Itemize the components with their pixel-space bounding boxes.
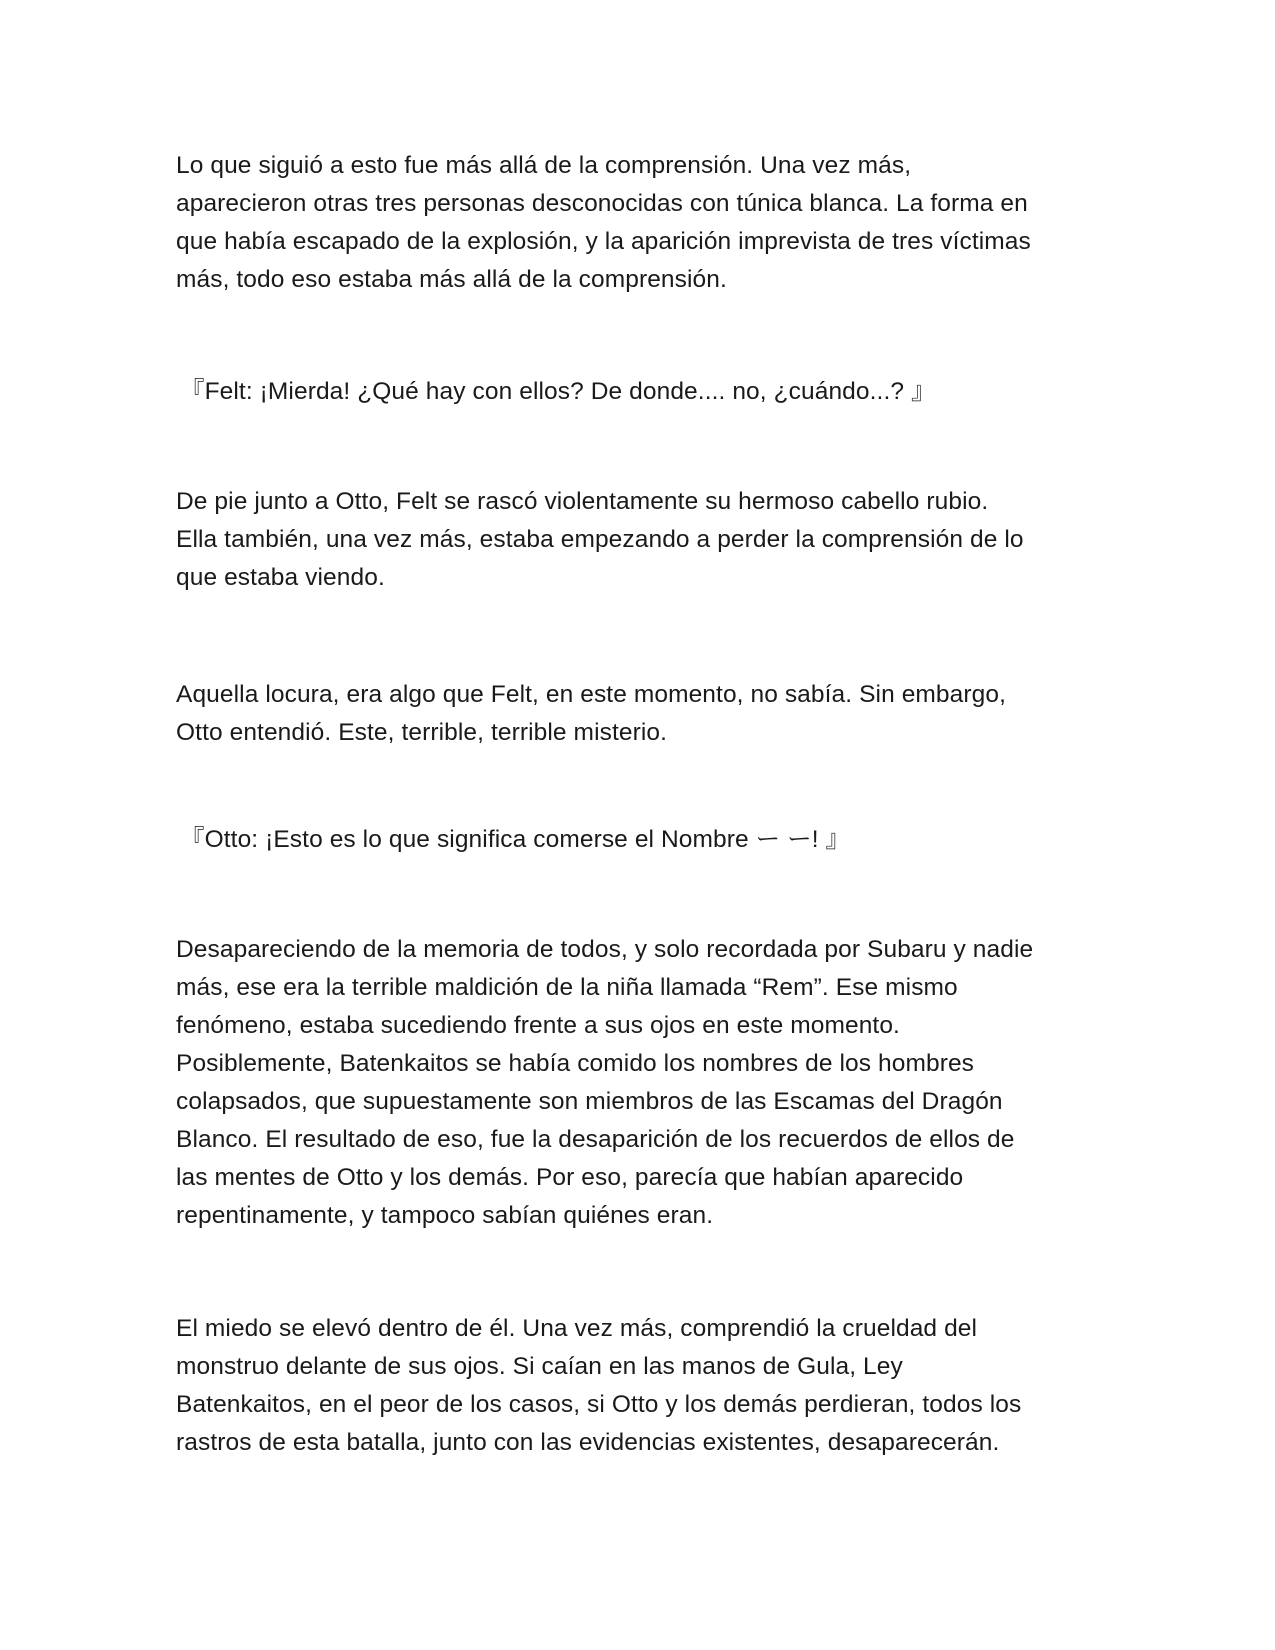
paragraph-memory-curse [0, 931, 1275, 1235]
paragraph-madness [0, 676, 1275, 752]
paragraph-line: Otto entendió. Este, terrible, terrible misterio. [176, 719, 668, 746]
paragraph-line: De pie junto a Otto, Felt se rascó violentamente su hermoso cabello rubio. [176, 488, 989, 515]
dialogue-felt [0, 373, 1275, 411]
paragraph-line: colapsados, que supuestamente son miembros de las Escamas del Dragón [176, 1088, 1003, 1115]
paragraph-line: fenómeno, estaba sucediendo frente a sus ojos en este momento. [176, 1012, 900, 1039]
dialogue-otto [0, 821, 1275, 859]
paragraph-line: Desapareciendo de la memoria de todos, y solo recordada por Subaru y nadie [176, 936, 1034, 963]
paragraph-line: rastros de esta batalla, junto con las evidencias existentes, desaparecerán. [176, 1429, 1000, 1456]
dialogue-line: 『Felt: ¡Mierda! ¿Qué hay con ellos? De donde.... no, ¿cuándo...? 』 [180, 378, 936, 405]
paragraph-line: Posiblemente, Batenkaitos se había comido los nombres de los hombres [176, 1050, 975, 1077]
paragraph-line: El miedo se elevó dentro de él. Una vez más, comprendió la crueldad del [176, 1315, 978, 1342]
paragraph-comprehension [0, 147, 1275, 299]
paragraph-line: aparecieron otras tres personas desconocidas con túnica blanca. La forma en [176, 190, 1028, 217]
paragraph-line: las mentes de Otto y los demás. Por eso, parecía que habían aparecido [176, 1164, 964, 1191]
paragraph-line: Aquella locura, era algo que Felt, en este momento, no sabía. Sin embargo, [176, 681, 1007, 708]
dialogue-line: 『Otto: ¡Esto es lo que significa comerse el Nombre ー ー! 』 [180, 826, 851, 853]
paragraph-fear [0, 1310, 1275, 1462]
paragraph-line: monstruo delante de sus ojos. Si caían en las manos de Gula, Ley [176, 1353, 903, 1380]
paragraph-felt-scratch [0, 483, 1275, 597]
paragraph-line: Batenkaitos, en el peor de los casos, si Otto y los demás perdieran, todos los [176, 1391, 1022, 1418]
paragraph-line: Lo que siguió a esto fue más allá de la comprensión. Una vez más, [176, 152, 912, 179]
paragraph-line: repentinamente, y tampoco sabían quiénes eran. [176, 1202, 714, 1229]
paragraph-line: Blanco. El resultado de eso, fue la desaparición de los recuerdos de ellos de [176, 1126, 1015, 1153]
paragraph-line: más, todo eso estaba más allá de la comprensión. [176, 266, 727, 293]
paragraph-line: que había escapado de la explosión, y la aparición imprevista de tres víctimas [176, 228, 1031, 255]
paragraph-line: más, ese era la terrible maldición de la niña llamada “Rem”. Ese mismo [176, 974, 958, 1001]
paragraph-line: Ella también, una vez más, estaba empezando a perder la comprensión de lo [176, 526, 1024, 553]
paragraph-line: que estaba viendo. [176, 564, 385, 591]
